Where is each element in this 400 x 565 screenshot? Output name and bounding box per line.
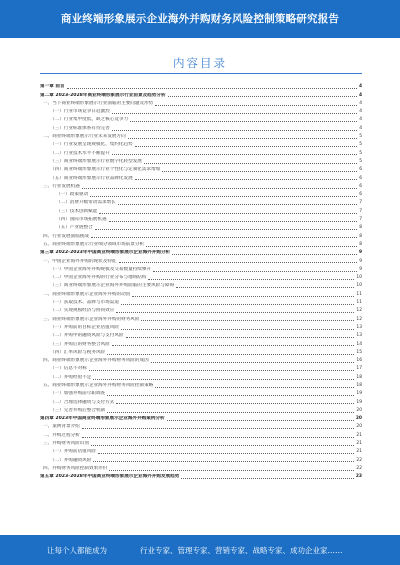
toc-leader-dots [98,453,354,454]
toc-entry-label: 二、商业终端形象展示行业未来发展方向 [43,134,126,140]
toc-leader-dots [107,354,354,355]
toc-leader-dots [116,403,354,404]
toc-entry[interactable] [40,389,362,397]
toc-entry-page: 20 [355,416,362,422]
toc-entry[interactable] [40,190,362,198]
toc-leader-dots [99,213,357,214]
toc-entry[interactable] [40,306,362,314]
toc-entry-page: 12 [356,308,362,314]
toc-entry-label: （五）商业终端形象展示行业品牌化发展 [50,175,133,181]
toc-leader-dots [82,437,355,438]
toc-entry[interactable] [40,123,362,131]
toc-entry[interactable] [40,447,362,455]
toc-entry-page: 9 [359,266,362,272]
toc-entry-label: （二）并购经验不足 [50,374,92,380]
toc-entry-label: 二、商业终端形象展示企业海外并购的动因 [43,291,131,297]
toc-entry-page: 13 [356,324,362,330]
toc-leader-dots [109,221,358,222]
toc-entry-page: 23 [355,474,362,480]
toc-entry[interactable] [40,397,362,405]
toc-entry[interactable] [40,406,362,414]
toc-leader-dots [116,312,354,313]
toc-entry-page: 5 [359,134,362,140]
toc-leader-dots [135,146,358,147]
toc-entry-label: （一）中国企业海外并购规模及交易数量持续攀升 [50,266,152,272]
toc-entry-page: 21 [356,441,362,447]
toc-entry-label: 一、案例背景介绍 [43,424,80,430]
toc-leader-dots [144,163,357,164]
toc-entry[interactable] [40,323,362,331]
toc-entry-page: 21 [356,432,362,438]
toc-entry[interactable] [40,430,362,438]
toc-entry-page: 9 [359,258,362,264]
toc-entry-page: 15 [356,349,362,355]
toc-entry-label: 一、中国企业海外并购的现状及特征 [43,258,117,264]
toc-entry-label: 第五章 2023-2028年中国商业终端形象展示企业海外并购发展趋势 [40,474,180,480]
toc-leader-dots [118,204,357,205]
toc-entry[interactable] [40,132,362,140]
toc-entry-page: 19 [356,391,362,397]
toc-leader-dots [112,345,355,346]
toc-entry[interactable] [40,356,362,364]
toc-entry-page: 10 [356,283,362,289]
toc-entry[interactable] [40,372,362,380]
toc-entry-label: （一）加强并购前尽职调查 [50,391,106,397]
toc-entry-label: （四）汇率风险与税务风险 [50,349,106,355]
toc-entry[interactable] [40,289,362,297]
toc-entry-label: （二）并购融资风险 [50,457,92,463]
footer-slogan: 让每个人都能成为 [47,546,107,555]
toc-leader-dots [126,337,355,338]
toc-entry-page: 5 [359,150,362,156]
toc-entry[interactable] [40,206,362,214]
toc-entry[interactable] [40,223,362,231]
toc-entry-page: 11 [356,300,362,306]
toc-entry-label: 四、行业发展面临挑战 [43,233,89,239]
toc-entry-page: 8 [359,233,362,239]
toc-entry-label: （二）行业技术水平不断提升 [50,150,110,156]
toc-entry[interactable] [40,422,362,430]
toc-entry-label: 三、商业终端形象展示企业海外并购的财务风险 [43,316,140,322]
toc-entry-label: （二）中国企业海外并购的行业分布与地域结构 [50,275,147,281]
toc-entry-page: 17 [356,366,362,372]
toc-leader-dots [112,113,357,114]
toc-entry-label: （一）政策驱动 [56,192,89,198]
toc-entry-page: 20 [356,407,362,413]
toc-leader-dots [172,254,357,255]
toc-leader-dots [132,296,354,297]
toc-entry-label: 三、并购财务风险识别 [43,441,89,447]
toc-leader-dots [176,287,354,288]
toc-leader-dots [181,478,354,479]
toc-entry[interactable] [40,182,362,190]
toc-entry-page: 6 [359,167,362,173]
toc-entry[interactable] [40,348,362,356]
toc-entry-page: 12 [356,316,362,322]
toc-entry-page: 4 [359,100,362,106]
toc-leader-dots [107,412,354,413]
toc-entry-label: （一）行业市场竞争日趋激烈 [50,109,110,115]
toc-entry-label: （一）信息不对称 [50,366,87,372]
toc-entry-label: 五、商业终端形象展示行业细分领域市场前景分析 [43,241,145,247]
toc-leader-dots [91,445,354,446]
toc-entry-page: 14 [356,341,362,347]
toc-entry-page: 8 [359,225,362,231]
report-title: 商业终端形象展示企业海外并购财务风险控制策略研究报告 [60,13,340,25]
toc-entry-label: （三）完善并购后整合机制 [50,407,106,413]
toc-entry[interactable] [40,240,362,248]
toc-entry-page: 10 [356,275,362,281]
toc-entry-label: 四、商业终端形象展示企业海外并购财务风险的成因 [43,358,149,364]
toc-leader-dots [155,105,357,106]
toc-entry-label: （三）商业终端形象展示行业数字化转型发展 [50,158,142,164]
toc-leader-dots [91,237,357,238]
toc-entry-label: 一、当下商业终端形象展示行业面临的主要问题及形势 [43,100,154,106]
toc-entry-label: 第一章 前言 [40,84,65,90]
toc-leader-dots [107,395,354,396]
toc-entry-label: （三）行业标准体系有待完善 [50,125,110,131]
toc-entry[interactable] [40,82,362,90]
toc-leader-dots [109,470,354,471]
toc-divider [40,73,362,74]
toc-entry[interactable] [40,248,362,256]
toc-leader-dots [93,379,354,380]
toc-entry-label: （一）行业发展呈现规模化、集约化趋势 [50,142,133,148]
toc-entry-page: 21 [356,449,362,455]
toc-entry[interactable] [40,140,362,148]
toc-leader-dots [119,262,358,263]
toc-entry-page: 7 [359,200,362,206]
toc-entry[interactable] [40,455,362,463]
footer-banner [0,535,400,565]
toc-entry[interactable] [40,198,362,206]
toc-entry-page: 6 [359,183,362,189]
toc-entry-label: 第二章 2023-2028年商业终端形象展示行业前景及趋势分析 [40,92,166,98]
toc-entry-page: 5 [359,142,362,148]
toc-leader-dots [93,461,354,462]
toc-leader-dots [67,88,357,89]
toc-entry-page: 7 [359,208,362,214]
toc-entry-label: （二）行业集中度低，缺乏核心竞争力 [50,117,129,123]
toc-entry-page: 22 [356,457,362,463]
toc-entry-label: 第三章 2022-2023年中国商业终端形象展示企业海外并购分析 [40,250,171,256]
toc-entry-page: 11 [356,291,362,297]
toc-leader-dots [148,279,354,280]
toc-entry[interactable] [40,90,362,98]
toc-leader-dots [112,130,357,131]
toc-leader-dots [121,304,354,305]
toc-entry[interactable] [40,331,362,339]
toc-leader-dots [141,320,354,321]
toc-entry[interactable] [40,439,362,447]
toc-entry-label: （一）并购前的目标企业估值风险 [50,324,119,330]
toc-leader-dots [95,229,357,230]
toc-entry-label: （四）商业终端形象展示行业个性化与定制化需求增加 [50,167,161,173]
toc-entry[interactable] [40,472,362,480]
toc-entry[interactable] [40,215,362,223]
toc-leader-dots [155,387,354,388]
toc-entry[interactable] [40,231,362,239]
toc-entry-page: 20 [356,424,362,430]
toc-heading: 内容目录 [173,56,227,70]
toc-entry-label: 三、行业发展机遇 [43,183,80,189]
toc-leader-dots [135,179,358,180]
toc-leader-dots [151,362,355,363]
toc-leader-dots [121,329,354,330]
toc-entry-page: 8 [359,241,362,247]
toc-entry-label: 五、商业终端形象展示企业海外并购财务风险控制策略 [43,382,154,388]
toc-entry-label: （三）商业终端形象展示企业海外并购面临的主要风险与障碍 [50,283,175,289]
toc-entry[interactable] [40,281,362,289]
toc-entry-page: 6 [359,175,362,181]
toc-entry[interactable] [40,107,362,115]
toc-entry-label: （二）实现规模经济与协同效应 [50,308,115,314]
toc-leader-dots [82,428,355,429]
toc-entry-page: 18 [356,374,362,380]
toc-entry-label: （三）技术创新赋能 [56,208,98,214]
toc-entry-label: （五）产业链整合 [56,225,93,231]
toc-leader-dots [130,121,357,122]
toc-entry-label: （三）并购后的财务整合风险 [50,341,110,347]
toc-entry-page: 6 [359,192,362,198]
toc-entry-page: 22 [356,465,362,471]
toc-entry-page: 16 [356,358,362,364]
toc-entry-page: 4 [359,117,362,123]
toc-entry-page: 19 [356,399,362,405]
table-of-contents [40,82,362,480]
toc-entry-label: （四）国际市场拓展机遇 [56,217,107,223]
toc-entry[interactable] [40,381,362,389]
toc-entry-page: 13 [356,333,362,339]
toc-leader-dots [82,188,357,189]
toc-entry-page: 4 [358,84,362,90]
footer-roles: 行业专家、管理专家、营销专家、战略专家、成功企业家…… [140,546,343,555]
toc-leader-dots [128,138,358,139]
toc-entry-page: 4 [358,92,362,98]
toc-leader-dots [168,96,357,97]
toc-entry-page: 5 [359,158,362,164]
toc-entry-label: 第四章 2023年中国商业终端形象展示企业海外并购案例分析 [40,416,165,422]
toc-entry-label: 二、并购过程分析 [43,432,80,438]
toc-entry-label: （一）获取技术、品牌与市场渠道 [50,300,119,306]
toc-entry[interactable] [40,165,362,173]
toc-entry[interactable] [40,298,362,306]
toc-entry-label: 四、并购财务风险控制效果评价 [43,465,108,471]
toc-entry[interactable] [40,273,362,281]
toc-entry-label: （二）合理选择融资与支付方式 [50,399,115,405]
toc-entry-page: 9 [358,250,362,256]
toc-entry[interactable] [40,157,362,165]
toc-leader-dots [153,271,357,272]
toc-entry[interactable] [40,414,362,422]
toc-leader-dots [89,370,355,371]
toc-entry[interactable] [40,314,362,322]
toc-entry-page: 4 [359,109,362,115]
toc-leader-dots [90,196,357,197]
toc-entry[interactable] [40,256,362,264]
toc-entry-label: （一）并购前估值风险 [50,449,96,455]
toc-entry[interactable] [40,115,362,123]
toc-leader-dots [167,420,354,421]
toc-entry-label: （二）消费升级带动需求增长 [56,200,116,206]
toc-leader-dots [112,154,357,155]
toc-leader-dots [162,171,357,172]
toc-entry[interactable] [40,173,362,181]
toc-entry-label: （二）并购中的融资风险与支付风险 [50,333,124,339]
toc-entry-page: 7 [359,217,362,223]
toc-entry-page: 4 [359,125,362,131]
toc-entry[interactable] [40,364,362,372]
toc-leader-dots [146,246,357,247]
toc-entry-page: 18 [356,382,362,388]
toc-entry[interactable] [40,99,362,107]
toc-entry[interactable] [40,265,362,273]
header-banner [0,0,400,38]
toc-entry[interactable] [40,339,362,347]
toc-entry[interactable] [40,464,362,472]
toc-entry[interactable] [40,148,362,156]
